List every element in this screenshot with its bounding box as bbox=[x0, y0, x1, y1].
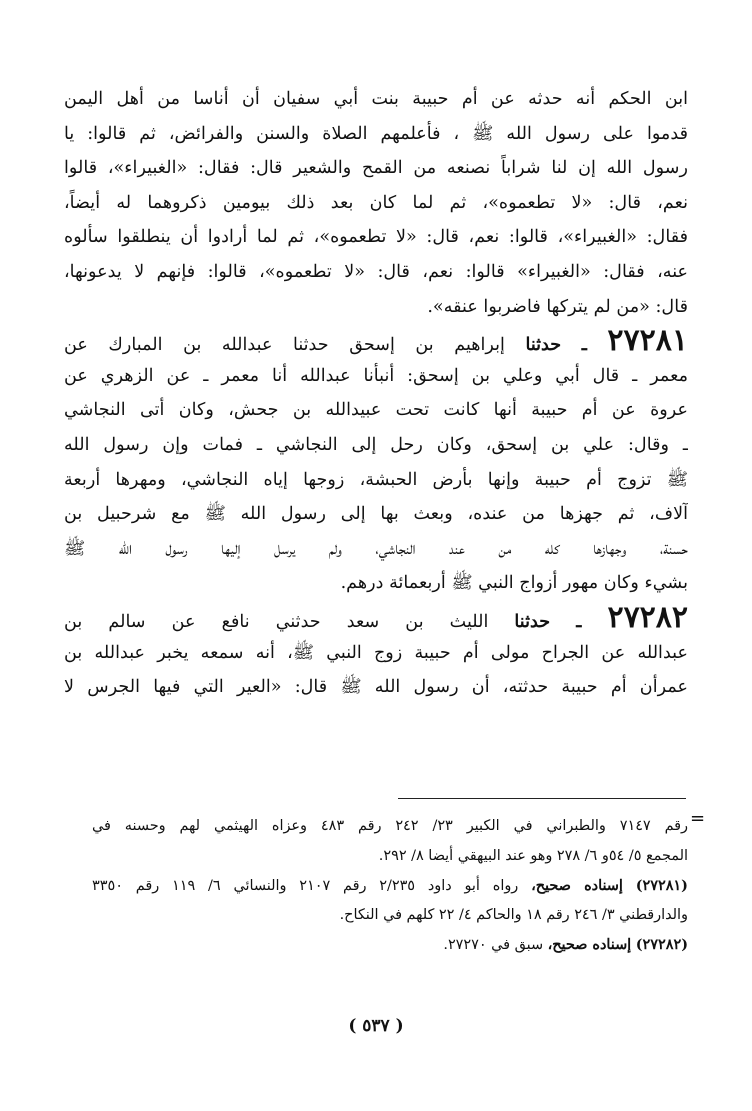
text-line: فقال: «الغبيراء»، قالوا: نعم، قال: «لا تطعموه»، ثم لما أرادوا أن ينطلقوا سألوه bbox=[64, 227, 688, 248]
footnote-text: رواه أبو داود ٢/٢٣٥ رقم ٢١٠٧ والنسائي ٦/ ١١٩ رقم ٣٣٥٠ bbox=[92, 878, 519, 894]
text-line: عبدالله عن الجراح مولى أم حبيبة زوج النبي ﷺ، أنه سمعه يخبر عبدالله بن bbox=[64, 642, 688, 663]
hadith-separator: ـ bbox=[576, 610, 582, 632]
footnote-line: المجمع ٥/ ٥٤و ٦/ ٢٧٨ وهو عند البيهقي أيضا ٨/ ٢٩٢. bbox=[378, 847, 688, 864]
footnote-divider bbox=[398, 798, 686, 799]
hadith-27281-heading bbox=[64, 324, 688, 359]
hadith-27282-heading bbox=[64, 601, 688, 636]
hadith-first-line: الليث بن سعد حدثني نافع عن سالم بن bbox=[64, 611, 489, 632]
hadith-number: ٢٧٢٨٢ bbox=[607, 600, 688, 635]
text-line: نعم، قال: «لا تطعموه»، ثم لما كان بعد ذلك بيومين ذكروهما له أيضاً، bbox=[64, 192, 688, 213]
page-number: ( ٥٣٧ ) bbox=[348, 1016, 404, 1036]
footnote-grade: إسناده صحيح، bbox=[531, 877, 623, 894]
footnote-27281 bbox=[92, 871, 688, 901]
footnote-ref: (٢٧٢٨٢) bbox=[635, 936, 688, 953]
footnotes bbox=[92, 812, 688, 960]
hadith-keyword: حدثنا bbox=[525, 334, 562, 356]
footnote-text: سبق في ٢٧٢٧٠. bbox=[443, 937, 544, 953]
footnote-ref: (٢٧٢٨١) bbox=[635, 877, 688, 894]
footnote-grade: إسناده صحيح، bbox=[547, 936, 632, 953]
text-line: ﷺ تزوج أم حبيبة وإنها بأرض الحبشة، زوجها إياه النجاشي، ومهرها أربعة bbox=[64, 469, 688, 490]
main-text bbox=[64, 82, 688, 705]
footnote-line: رقم ٧١٤٧ والطبراني في الكبير ٢٣/ ٢٤٢ رقم ٤٨٣ وعزاه الهيثمي لهم وحسنه في bbox=[92, 818, 688, 834]
text-line: معمر ـ قال أبي وعلي بن إسحق: أنبأنا عبدالله أنا معمر ـ عن الزهري عن bbox=[64, 365, 688, 386]
text-line: حسنة، وجهازها كله من عند النجاشي، ولم يرسل إليها رسول الله ﷺ bbox=[64, 538, 688, 559]
text-line: قال: «من لم يتركها فاضربوا عنقه». bbox=[427, 296, 688, 317]
hadith-separator: ـ bbox=[581, 334, 587, 356]
hadith-keyword: حدثنا bbox=[514, 610, 551, 632]
text-line: عروة عن أم حبيبة أنها كانت تحت عبيدالله بن جحش، وكان أتى النجاشي bbox=[64, 400, 688, 421]
continuation-mark: = bbox=[690, 808, 706, 829]
text-line: عمرأن أم حبيبة حدثته، أن رسول الله ﷺ قال: «العير التي فيها الجرس لا bbox=[64, 677, 688, 698]
text-line: ـ وقال: علي بن إسحق، وكان رحل إلى النجاشي ـ فمات وإن رسول الله bbox=[64, 434, 688, 455]
text-line: بشيء وكان مهور أزواج النبي ﷺ أربعمائة درهم. bbox=[340, 573, 688, 594]
text-line: عنه، فقال: «الغبيراء» قالوا: نعم، قال: «لا تطعموه»، قالوا: فإنهم لا يدعونها، bbox=[64, 261, 688, 282]
text-line: ابن الحكم أنه حدثه عن أم حبيبة بنت أبي سفيان أن أناسا من أهل اليمن bbox=[64, 89, 688, 109]
text-line: رسول الله إن لنا شراباً نصنعه من القمح والشعير قال: فقال: «الغبيراء»، قالوا bbox=[64, 158, 688, 179]
footnote-27282 bbox=[92, 930, 688, 960]
text-line: آلاف، ثم جهزها من عنده، وبعث بها إلى رسول الله ﷺ مع شرحبيل بن bbox=[64, 504, 688, 525]
text-line: قدموا على رسول الله ﷺ ، فأعلمهم الصلاة والسنن والفرائض، ثم قالوا: يا bbox=[64, 123, 688, 144]
hadith-number: ٢٧٢٨١ bbox=[607, 324, 688, 359]
footnote-line: والدارقطني ٣/ ٢٤٦ رقم ١٨ والحاكم ٤/ ٢٢ كلهم في النكاح. bbox=[339, 906, 688, 923]
hadith-first-line: إبراهيم بن إسحق حدثنا عبدالله بن المبارك عن bbox=[64, 335, 505, 356]
